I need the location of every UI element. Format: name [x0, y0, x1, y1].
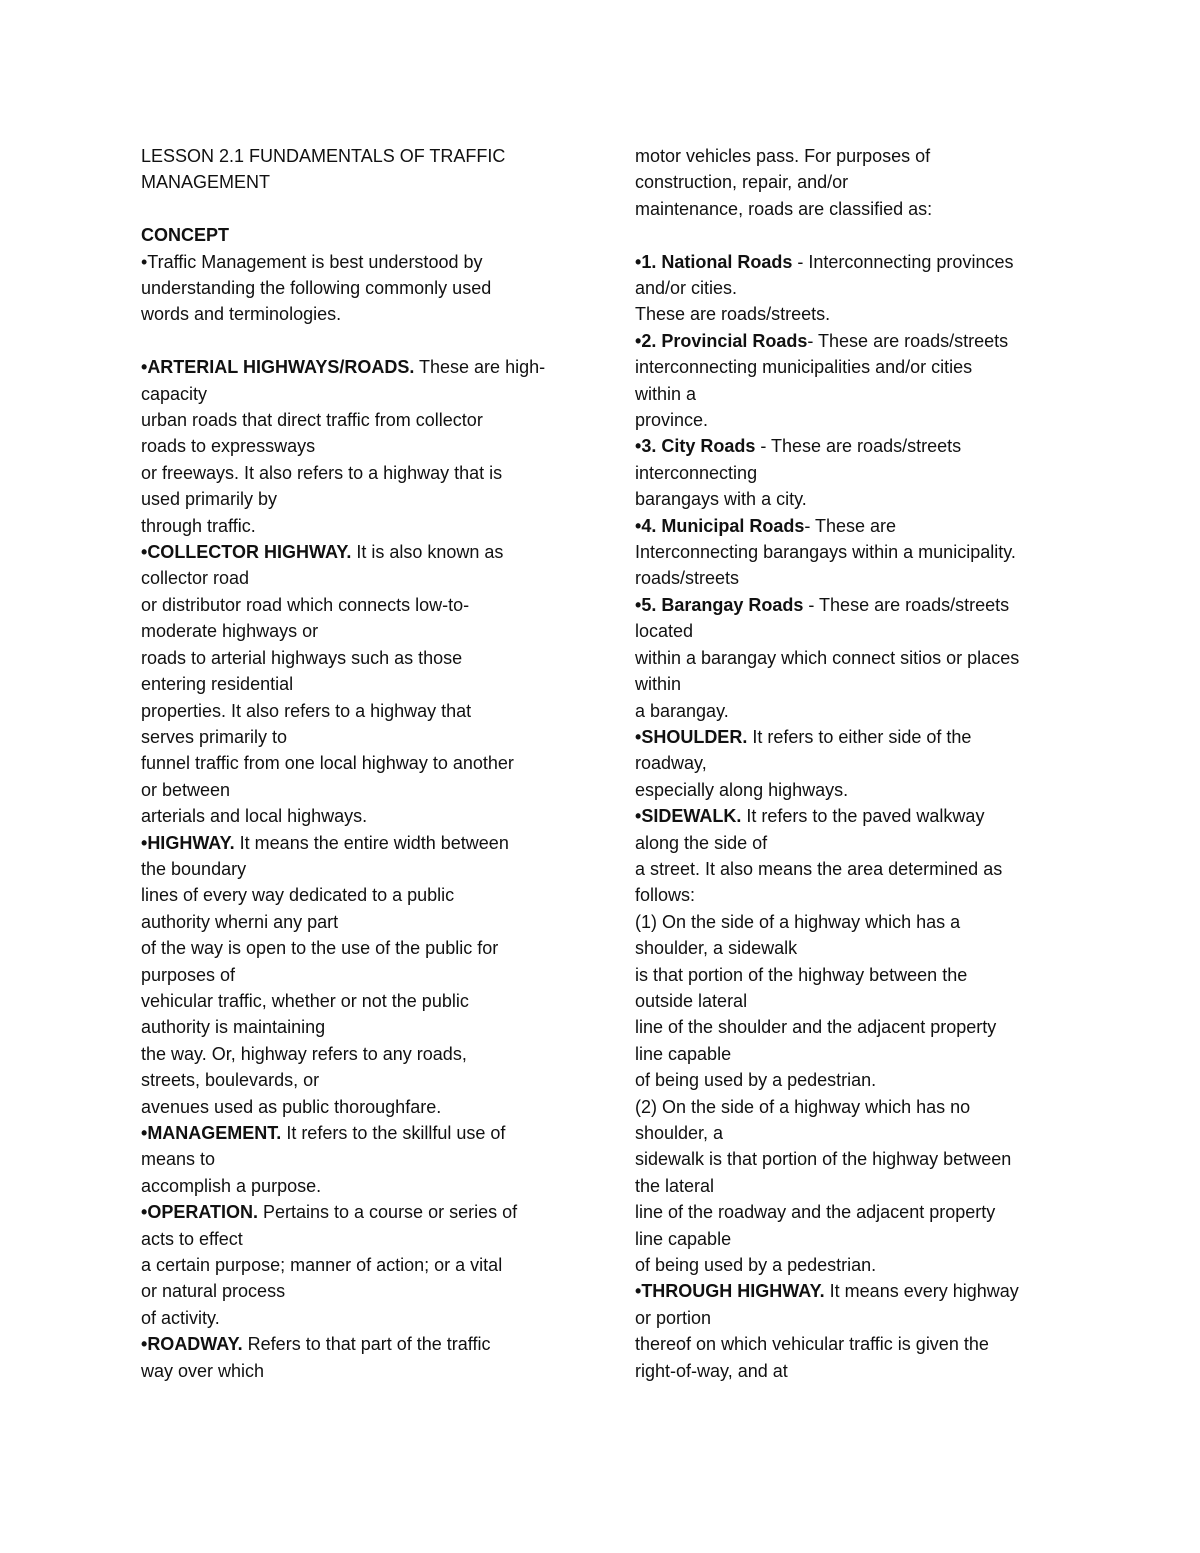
term-text: It is also known as: [351, 542, 504, 563]
term-entry-collector-highway: [141, 539, 571, 829]
term-entry-through-highway: [635, 1278, 1065, 1384]
term-line: entering residential: [141, 674, 294, 695]
term-line: or natural process: [141, 1281, 286, 1302]
term-line: serves primarily to: [141, 726, 288, 747]
term-line: line capable: [635, 1228, 732, 1249]
bullet: •: [141, 1123, 148, 1143]
term-entry-operation: [141, 1199, 571, 1331]
term-entry-roadway: [141, 1331, 571, 1384]
term-line: the lateral: [635, 1175, 715, 1196]
term-name: THROUGH HIGHWAY.: [641, 1281, 825, 1302]
term-name: SHOULDER.: [641, 726, 748, 747]
bullet: •: [635, 1281, 642, 1302]
spacer: [141, 328, 571, 354]
term-line: is that portion of the highway between the: [635, 964, 968, 985]
term-name: 2. Provincial Roads: [641, 330, 808, 351]
term-name: SIDEWALK.: [641, 806, 742, 827]
term-line: purposes of: [141, 964, 236, 985]
bullet: •: [141, 542, 148, 563]
term-text: - These are roads/streets: [803, 594, 1010, 615]
bullet: •: [635, 330, 642, 351]
term-name: ARTERIAL HIGHWAYS/ROADS.: [147, 357, 415, 378]
term-text: - These are roads/streets: [807, 330, 1009, 351]
term-line: within: [635, 674, 682, 695]
term-first-line: [635, 249, 1065, 275]
term-line: barangays with a city.: [635, 489, 807, 510]
term-text: Pertains to a course or series of: [257, 1202, 518, 1223]
term-line: (1) On the side of a highway which has a: [635, 911, 961, 932]
bullet: •: [635, 806, 642, 827]
term-first-line: [141, 830, 571, 856]
term-entry-management: [141, 1120, 571, 1199]
term-line: urban roads that direct traffic from collector: [141, 410, 483, 431]
term-line: especially along highways.: [635, 779, 849, 800]
spacer: [635, 222, 1065, 248]
term-text: It refers to the skillful use of: [281, 1123, 506, 1143]
road-class-national: [635, 249, 1065, 328]
term-first-line: [635, 592, 1065, 618]
term-text: It refers to the paved walkway: [741, 806, 985, 827]
bullet: •: [141, 1334, 148, 1355]
term-line: within a barangay which connect sitios or places: [635, 647, 1020, 668]
road-class-municipal: [635, 513, 1065, 592]
bullet: •: [635, 594, 642, 615]
term-line: of being used by a pedestrian.: [635, 1070, 877, 1091]
term-line: of activity.: [141, 1307, 220, 1328]
term-line: a street. It also means the area determined as: [635, 858, 1003, 879]
term-line: means to: [141, 1149, 216, 1170]
bullet: •: [635, 436, 642, 457]
term-line: Interconnecting barangays within a municipality.: [635, 542, 1016, 563]
term-first-line: [141, 354, 571, 380]
term-line: thereof on which vehicular traffic is given the: [635, 1334, 989, 1355]
term-first-line: [141, 539, 571, 565]
term-line: or between: [141, 779, 231, 800]
term-name: 5. Barangay Roads: [641, 594, 804, 615]
term-line: interconnecting: [635, 462, 758, 483]
term-line: interconnecting municipalities and/or cities: [635, 357, 973, 378]
term-entry-sidewalk: [635, 803, 1065, 1278]
term-text: These are high-: [414, 357, 546, 378]
term-line: These are roads/streets.: [635, 304, 831, 325]
term-line: of being used by a pedestrian.: [635, 1255, 877, 1276]
bullet: •: [141, 832, 148, 853]
road-class-city: [635, 433, 1065, 512]
term-name: HIGHWAY.: [147, 832, 235, 853]
road-class-barangay: [635, 592, 1065, 724]
term-text: - Interconnecting provinces: [792, 251, 1014, 272]
road-class-provincial: [635, 328, 1065, 434]
term-line: along the side of: [635, 832, 768, 853]
term-line: province.: [635, 410, 709, 431]
term-first-line: [141, 1331, 571, 1357]
term-line: located: [635, 621, 694, 642]
concept-line: understanding the following commonly used: [141, 278, 492, 299]
term-line: authority is maintaining: [141, 1017, 326, 1038]
term-text: It means every highway: [824, 1281, 1019, 1302]
term-entry-shoulder: [635, 724, 1065, 803]
concept-line: words and terminologies.: [141, 304, 342, 325]
term-line: or portion: [635, 1307, 712, 1328]
right-column: [635, 143, 1065, 1384]
concept-line: •Traffic Management is best understood by: [141, 251, 483, 272]
term-name: 4. Municipal Roads: [641, 515, 805, 536]
intro-line: construction, repair, and/or: [635, 172, 849, 193]
term-line: outside lateral: [635, 990, 748, 1011]
term-name: COLLECTOR HIGHWAY.: [147, 542, 352, 563]
term-entry-arterial-highways: [141, 354, 571, 539]
term-text: Refers to that part of the traffic: [242, 1334, 491, 1355]
term-line: the boundary: [141, 858, 247, 879]
term-text: - These are: [804, 515, 897, 536]
term-line: through traffic.: [141, 515, 256, 536]
bullet: •: [141, 357, 148, 378]
term-line: line of the roadway and the adjacent property: [635, 1202, 996, 1223]
left-column: [141, 143, 571, 1384]
term-line: a certain purpose; manner of action; or a vital: [141, 1255, 503, 1276]
term-line: vehicular traffic, whether or not the public: [141, 990, 469, 1011]
term-text: It means the entire width between: [234, 832, 509, 853]
term-text: - These are roads/streets: [755, 436, 962, 457]
term-line: authority wherni any part: [141, 911, 339, 932]
term-line: acts to effect: [141, 1228, 243, 1249]
term-line: accomplish a purpose.: [141, 1175, 322, 1196]
term-line: lines of every way dedicated to a public: [141, 885, 455, 906]
term-line: roads to arterial highways such as those: [141, 647, 463, 668]
term-text: It refers to either side of the: [747, 726, 972, 747]
term-line: way over which: [141, 1360, 265, 1381]
term-name: 3. City Roads: [641, 436, 756, 457]
term-line: properties. It also refers to a highway that: [141, 700, 472, 721]
bullet: •: [141, 1202, 148, 1223]
lesson-title-line-1: LESSON 2.1 FUNDAMENTALS OF TRAFFIC: [141, 146, 506, 166]
term-first-line: [635, 513, 1065, 539]
intro-line: motor vehicles pass. For purposes of: [635, 146, 931, 166]
term-line: shoulder, a: [635, 1123, 724, 1144]
term-line: line of the shoulder and the adjacent property: [635, 1017, 997, 1038]
term-line: and/or cities.: [635, 278, 738, 299]
term-line: or distributor road which connects low-to-: [141, 594, 470, 615]
term-line: right-of-way, and at: [635, 1360, 788, 1381]
term-line: the way. Or, highway refers to any roads,: [141, 1043, 467, 1064]
bullet: •: [635, 251, 642, 272]
term-line: sidewalk is that portion of the highway between: [635, 1149, 1012, 1170]
term-line: used primarily by: [141, 489, 278, 510]
bullet: •: [635, 515, 642, 536]
intro-line: maintenance, roads are classified as:: [635, 198, 933, 219]
term-name: 1. National Roads: [641, 251, 793, 272]
term-first-line: [635, 724, 1065, 750]
term-line: line capable: [635, 1043, 732, 1064]
term-name: OPERATION.: [147, 1202, 258, 1223]
term-name: MANAGEMENT.: [147, 1123, 282, 1143]
term-line: of the way is open to the use of the public for: [141, 938, 499, 959]
term-line: avenues used as public thoroughfare.: [141, 1096, 442, 1117]
term-line: a barangay.: [635, 700, 729, 721]
concept-heading: CONCEPT: [141, 225, 230, 246]
term-line: collector road: [141, 568, 250, 589]
term-line: funnel traffic from one local highway to another: [141, 753, 514, 774]
term-first-line: [635, 433, 1065, 459]
term-first-line: [141, 1199, 571, 1225]
term-line: within a: [635, 383, 697, 404]
term-line: or freeways. It also refers to a highway that is: [141, 462, 503, 483]
bullet: •: [635, 726, 642, 747]
term-line: roads/streets: [635, 568, 740, 589]
term-line: follows:: [635, 885, 696, 906]
term-first-line: [635, 1278, 1065, 1304]
term-entry-highway: [141, 830, 571, 1120]
spacer: [141, 196, 571, 222]
term-line: (2) On the side of a highway which has no: [635, 1096, 971, 1117]
term-name: ROADWAY.: [147, 1334, 243, 1355]
term-line: streets, boulevards, or: [141, 1070, 320, 1091]
term-first-line: [141, 1120, 571, 1146]
term-first-line: [635, 803, 1065, 829]
term-line: shoulder, a sidewalk: [635, 938, 798, 959]
term-line: arterials and local highways.: [141, 806, 368, 827]
term-line: roads to expressways: [141, 436, 316, 457]
term-line: moderate highways or: [141, 621, 319, 642]
term-line: capacity: [141, 383, 208, 404]
lesson-title-line-2: MANAGEMENT: [141, 172, 271, 193]
term-line: roadway,: [635, 753, 707, 774]
term-first-line: [635, 328, 1065, 354]
